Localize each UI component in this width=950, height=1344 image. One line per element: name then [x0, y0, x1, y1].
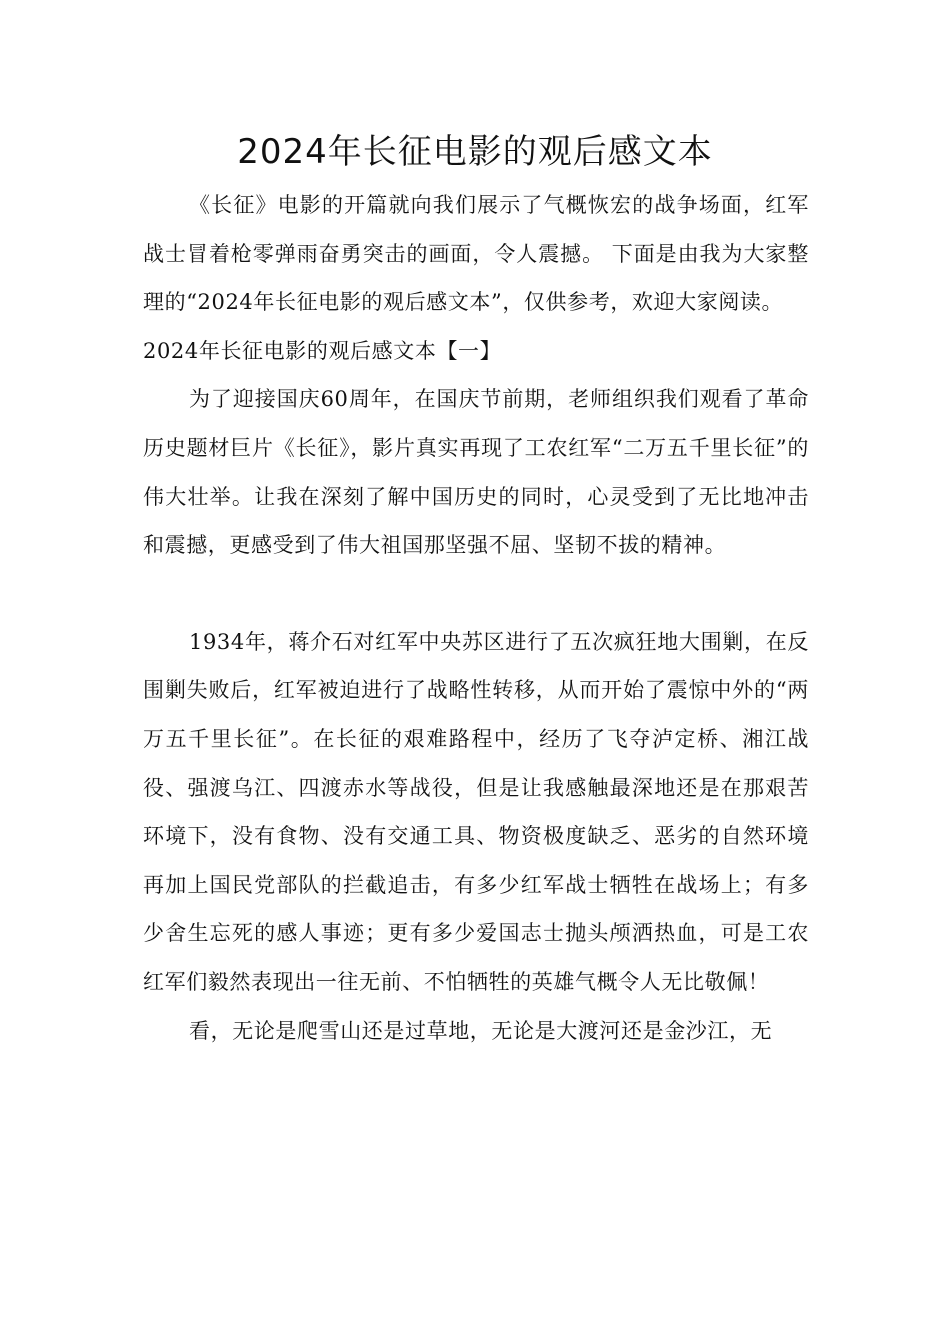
body-paragraph: 看，无论是爬雪山还是过草地，无论是大渡河还是金沙江，无 [189, 1018, 773, 1043]
section-heading: 2024年长征电影的观后感文本【一】 [143, 338, 502, 363]
intro-paragraph: 《长征》电影的开篇就向我们展示了气概恢宏的战争场面，红军战士冒着枪零弹雨奋勇突击的画面，令人震撼。 下面是由我为大家整理的“2024年长征电影的观后感文本”，仅供参考，欢迎大家阅读。 [143, 193, 809, 315]
document-body [143, 181, 809, 1055]
paragraph-spacer [143, 570, 809, 618]
body-paragraph: 为了迎接国庆60周年，在国庆节前期，老师组织我们观看了革命历史题材巨片《长征》，影片真实再现了工农红军“二万五千里长征”的伟大壮举。让我在深刻了解中国历史的同时，心灵受到了无比地冲击和震撼，更感受到了伟大祖国那坚强不屈、坚韧不拔的精神。 [143, 387, 809, 558]
document-title: 2024年长征电影的观后感文本 [237, 132, 713, 172]
body-paragraph: 1934年，蒋介石对红军中央苏区进行了五次疯狂地大围剿，在反围剿失败后，红军被迫进行了战略性转移，从而开始了震惊中外的“两万五千里长征”。在长征的艰难路程中，经历了飞夺泸定桥、湘江战役、强渡乌江、四渡赤水等战役，但是让我感触最深地还是在那艰苦环境下，没有食物、没有交通工具、物资极度缺乏、恶劣的自然环境再加上国民党部队的拦截追击，有多少红军战士牺牲在战场上；有多少舍生忘死的感人事迹；更有多少爱国志士抛头颅洒热血，可是工农红军们毅然表现出一往无前、不怕牺牲的英雄气概令人无比敬佩！ [143, 629, 809, 994]
